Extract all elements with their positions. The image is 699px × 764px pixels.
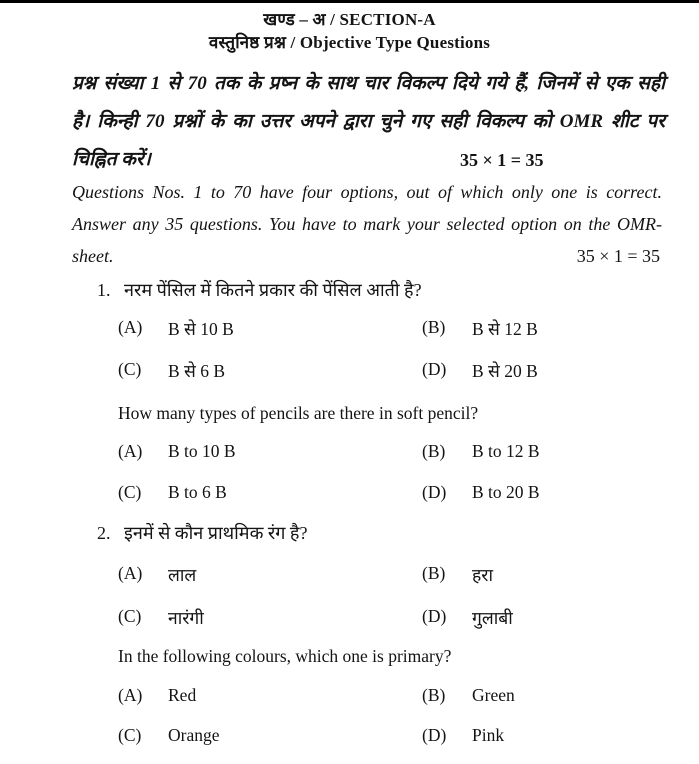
question-1-hindi-options-row-1: [118, 317, 679, 341]
option-label-b: (B): [422, 685, 446, 705]
option-text-c: B से 6 B: [168, 361, 226, 381]
option-label-c: (C): [118, 606, 142, 626]
option-label-d: (D): [422, 482, 447, 502]
question-1-hindi-text: नरम पेंसिल में कितने प्रकार की पेंसिल आती है?: [124, 280, 422, 300]
question-1-hindi: [97, 278, 679, 302]
option-label-a: (A): [118, 441, 143, 461]
question-2-hindi: [97, 521, 679, 545]
option-label-c: (C): [118, 725, 142, 745]
option-label-c: (C): [118, 359, 142, 379]
option-text-a: B से 10 B: [168, 319, 234, 339]
option-label-b: (B): [422, 441, 446, 461]
question-1-english-options-row-2: [118, 482, 679, 503]
question-1-english-text: How many types of pencils are there in soft pencil?: [118, 403, 479, 423]
option-text-c: नारंगी: [168, 608, 204, 628]
option-text-d: Pink: [472, 725, 505, 745]
option-text-c: B to 6 B: [168, 482, 227, 502]
option-label-c: (C): [118, 482, 142, 502]
option-text-b: Green: [472, 685, 515, 705]
question-1-number: 1.: [97, 280, 111, 300]
option-text-a: लाल: [168, 565, 197, 585]
option-text-b: B to 12 B: [472, 441, 540, 461]
question-2-hindi-text: इनमें से कौन प्राथमिक रंग है?: [124, 523, 308, 543]
question-1-english: [118, 403, 679, 424]
marks-scheme-english: 35 × 1 = 35: [576, 246, 660, 266]
section-title: खण्ड – अ / SECTION-A: [263, 10, 436, 29]
option-label-d: (D): [422, 725, 447, 745]
question-2-english-options-row-2: [118, 725, 679, 746]
instructions-hindi-tail: चिह्नित करें।: [72, 149, 151, 170]
option-label-b: (B): [422, 317, 446, 337]
question-1-hindi-options-row-2: [118, 359, 679, 383]
instructions-english-tail: sheet.: [72, 246, 114, 266]
instructions-hindi-line-1: प्रश्न संख्या 1 से 70 तक के प्रष्न के साथ चार विकल्प दिये गये हैं, जिनमें से एक सही: [72, 73, 665, 94]
option-text-d: गुलाबी: [472, 608, 513, 628]
instructions-english-line-3: [72, 245, 662, 268]
marks-scheme-hindi: 35 × 1 = 35: [460, 150, 544, 170]
question-2-hindi-options-row-2: [118, 606, 679, 630]
option-text-b: हरा: [472, 565, 493, 585]
option-text-a: B to 10 B: [168, 441, 236, 461]
scan-edge-line: [0, 0, 699, 3]
option-text-c: Orange: [168, 725, 220, 745]
instructions-english-line-1: Questions Nos. 1 to 70 have four options, out of which only one is correct.: [72, 182, 662, 202]
option-label-a: (A): [118, 563, 143, 583]
instructions-hindi-line-2: है। किन्ही 70 प्रश्नों के का उत्तर अपने द्वारा चुने गए सही विकल्प को OMR शीट पर: [72, 111, 665, 132]
option-label-b: (B): [422, 563, 446, 583]
instructions-hindi-line-3: [72, 148, 665, 172]
question-2-english: [118, 646, 679, 667]
option-label-d: (D): [422, 606, 447, 626]
option-text-a: Red: [168, 685, 197, 705]
question-2-hindi-options-row-1: [118, 563, 679, 587]
option-label-a: (A): [118, 685, 143, 705]
option-text-d: B से 20 B: [472, 361, 538, 381]
question-2-english-options-row-1: [118, 685, 679, 706]
question-2-number: 2.: [97, 523, 111, 543]
option-text-d: B to 20 B: [472, 482, 540, 502]
option-label-a: (A): [118, 317, 143, 337]
question-1-english-options-row-1: [118, 441, 679, 462]
option-label-d: (D): [422, 359, 447, 379]
option-text-b: B से 12 B: [472, 319, 538, 339]
instructions-english-line-2: Answer any 35 questions. You have to mark your selected option on the OMR-: [72, 214, 662, 234]
question-2-english-text: In the following colours, which one is primary?: [118, 646, 452, 666]
section-subtitle: वस्तुनिष्ठ प्रश्न / Objective Type Questions: [208, 33, 491, 52]
